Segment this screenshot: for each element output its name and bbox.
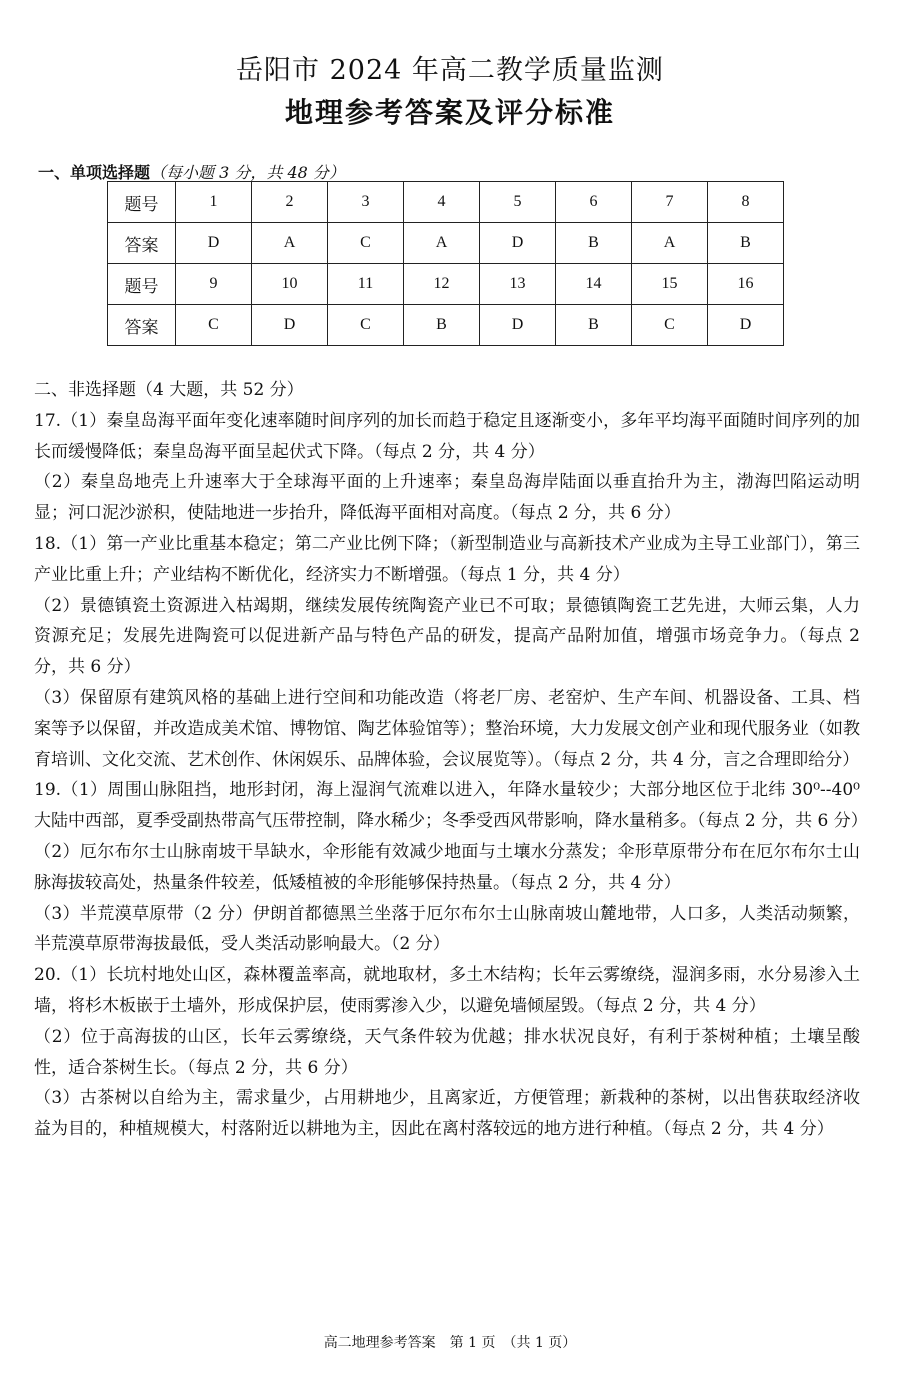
table-cell: B (404, 305, 480, 346)
section1-title: 一、单项选择题 (38, 163, 151, 182)
table-cell: 5 (480, 182, 556, 223)
table-cell: C (328, 305, 404, 346)
table-cell: D (176, 223, 252, 264)
table-cell: A (632, 223, 708, 264)
table-cell: 8 (708, 182, 784, 223)
table-cell: 1 (176, 182, 252, 223)
answer-paragraph: （3）古茶树以自给为主，需求量少，占用耕地少，且离家近，方便管理；新栽种的茶树，以出售获取经济收益为目的，种植规模大，村落附近以耕地为主，因此在离村落较远的地方进行种植。（每点 2 分，共 4 分） (34, 1088, 860, 1140)
table-cell: 7 (632, 182, 708, 223)
table-cell: 13 (480, 264, 556, 305)
section1-note: （每小题 3 分，共 48 分） (150, 163, 345, 182)
answer-table-row (108, 182, 784, 223)
table-cell: C (328, 223, 404, 264)
answer-paragraph: 19.（1）周围山脉阻挡，地形封闭，海上湿润气流难以进入，年降水量较少；大部分地区位于北纬 30⁰--40⁰ 大陆中西部，夏季受副热带高气压带控制，降水稀少；冬季受西风带影响，降水量稍多。（每点 2 分，共 6 分） (34, 780, 868, 832)
table-cell: 2 (252, 182, 328, 223)
answer-paragraph: （2）厄尔布尔士山脉南坡干旱缺水，伞形能有效减少地面与土壤水分蒸发；伞形草原带分布在厄尔布尔士山脉海拔较高处，热量条件较差，低矮植被的伞形能够保持热量。（每点 2 分，共 4 分） (34, 841, 860, 893)
section1-heading (38, 160, 345, 183)
answer-paragraph: 20.（1）长坑村地处山区，森林覆盖率高，就地取材，多土木结构；长年云雾缭绕，湿润多雨，水分易渗入土墙，将杉木板嵌于土墙外，形成保护层，使雨雾渗入少，以避免墙倾屋毁。（每点 2 分，共 4 分） (34, 965, 860, 1016)
table-cell: 6 (556, 182, 632, 223)
table-cell: 12 (404, 264, 480, 305)
table-cell: B (556, 305, 632, 346)
table-cell: B (708, 223, 784, 264)
table-cell: 16 (708, 264, 784, 305)
answer-table-row (108, 305, 784, 346)
table-cell: D (480, 305, 556, 346)
answer-paragraph: （3）保留原有建筑风格的基础上进行空间和功能改造（将老厂房、老窑炉、生产车间、机器设备、工具、档案等予以保留，并改造成美术馆、博物馆、陶艺体验馆等）；整治环境，大力发展文创产业和现代服务业（如教育培训、文化交流、艺术创作、休闲娱乐、品牌体验，会议展览等）。（每点 2 分，共 4 分，言之合理即给分） (34, 687, 860, 770)
table-cell: C (632, 305, 708, 346)
table-cell: 10 (252, 264, 328, 305)
table-cell: 14 (556, 264, 632, 305)
answer-table-row (108, 223, 784, 264)
row-label: 题号 (108, 182, 176, 223)
row-label: 答案 (108, 305, 176, 346)
answer-paragraph: 18.（1）第一产业比重基本稳定；第二产业比例下降；（新型制造业与高新技术产业成为主导工业部门），第三产业比重上升；产业结构不断优化，经济实力不断增强。（每点 1 分，共 4 分） (34, 533, 860, 585)
table-cell: A (252, 223, 328, 264)
answer-table (107, 181, 784, 346)
table-cell: 9 (176, 264, 252, 305)
section2-heading: 二、非选择题（4 大题，共 52 分） (34, 380, 304, 400)
table-cell: C (176, 305, 252, 346)
answers-body (34, 375, 868, 1145)
table-cell: 15 (632, 264, 708, 305)
table-cell: 11 (328, 264, 404, 305)
row-label: 答案 (108, 223, 176, 264)
answer-table-row (108, 264, 784, 305)
page-subtitle: 地理参考答案及评分标准 (284, 96, 615, 129)
table-cell: D (708, 305, 784, 346)
table-cell: D (252, 305, 328, 346)
row-label: 题号 (108, 264, 176, 305)
page-footer: 高二地理参考答案 第 1 页 （共 1 页） (323, 1335, 577, 1351)
answer-paragraph: 17.（1）秦皇岛海平面年变化速率随时间序列的加长而趋于稳定且逐渐变小，多年平均海平面随时间序列的加长而缓慢降低；秦皇岛海平面呈起伏式下降。（每点 2 分，共 4 分） (34, 410, 860, 462)
table-cell: B (556, 223, 632, 264)
page-title: 岳阳市 2024 年高二教学质量监测 (236, 55, 664, 86)
table-cell: A (404, 223, 480, 264)
answer-paragraph: （2）位于高海拔的山区，长年云雾缭绕，天气条件较为优越；排水状况良好，有利于茶树种植；土壤呈酸性，适合茶树生长。（每点 2 分，共 6 分） (34, 1026, 860, 1078)
answer-paragraph: （2）景德镇瓷土资源进入枯竭期，继续发展传统陶瓷产业已不可取；景德镇陶瓷工艺先进，大师云集，人力资源充足；发展先进陶瓷可以促进新产品与特色产品的研发，提高产品附加值，增强市场竞争力。（每点 2 分，共 6 分） (34, 595, 860, 678)
answer-paragraph: （2）秦皇岛地壳上升速率大于全球海平面的上升速率；秦皇岛海岸陆面以垂直抬升为主，渤海凹陷运动明显；河口泥沙淤积，使陆地进一步抬升，降低海平面相对高度。（每点 2 分，共 6 分） (34, 472, 860, 524)
answer-paragraph: （3）半荒漠草原带（2 分）伊朗首都德黑兰坐落于厄尔布尔士山脉南坡山麓地带，人口多，人类活动频繁，半荒漠草原带海拔最低，受人类活动影响最大。（2 分） (34, 903, 860, 955)
table-cell: 4 (404, 182, 480, 223)
table-cell: D (480, 223, 556, 264)
table-cell: 3 (328, 182, 404, 223)
